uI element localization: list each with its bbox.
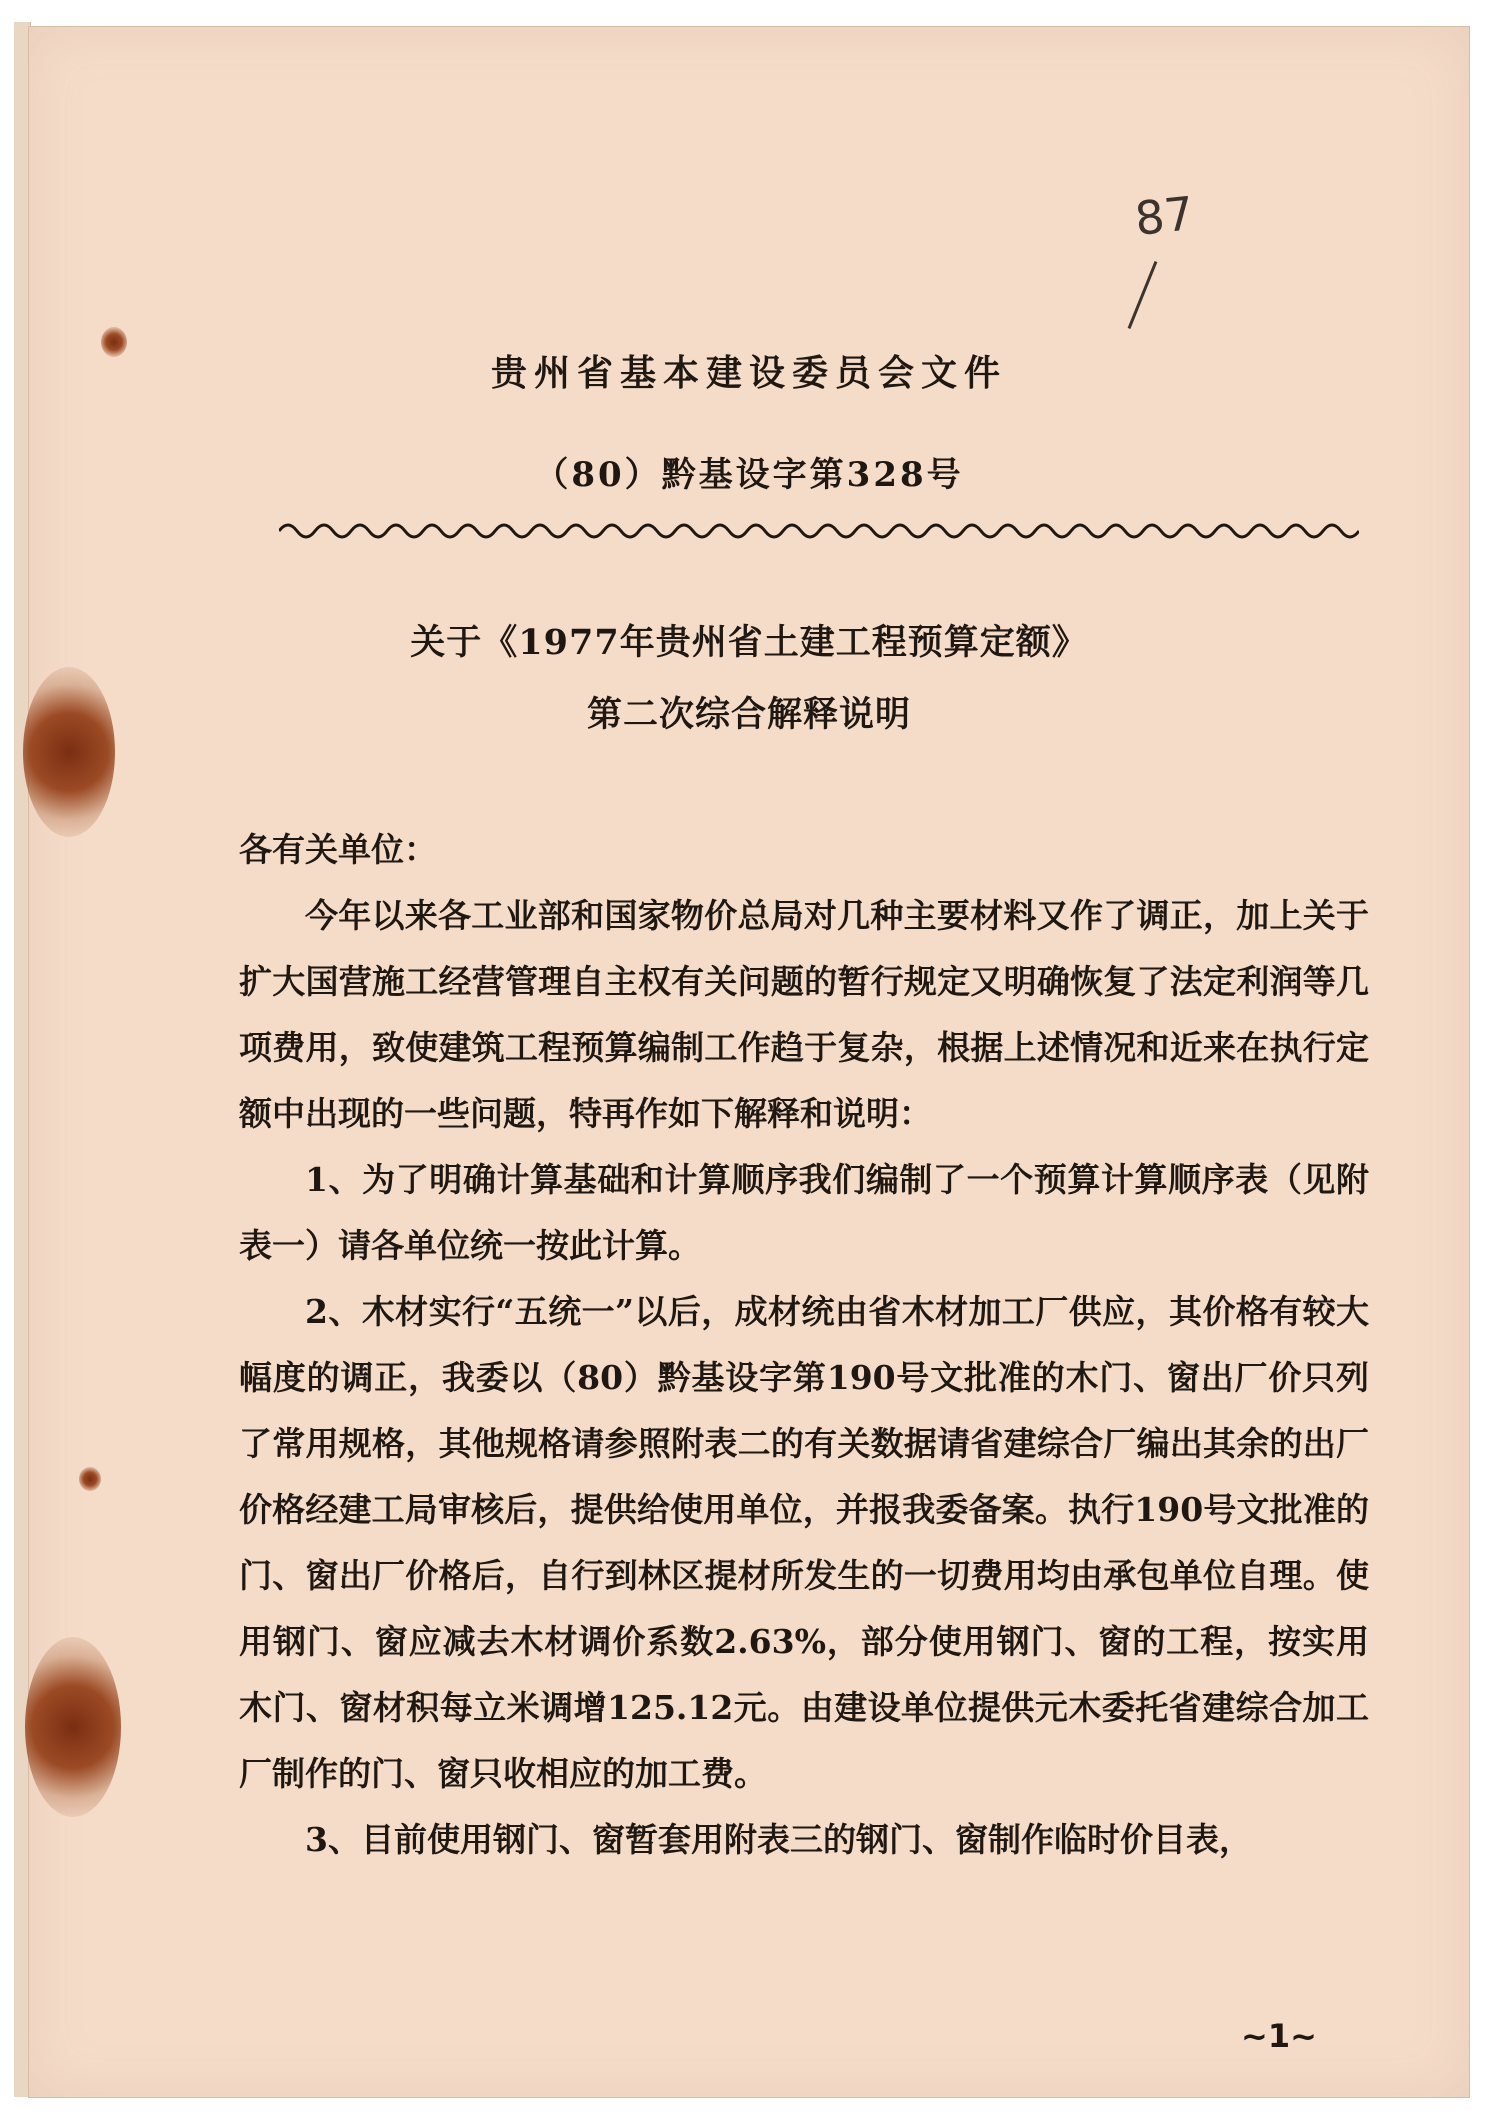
rust-stain-lower	[25, 1637, 121, 1817]
document-body	[239, 817, 1369, 1873]
item-3-paragraph: 3、目前使用钢门、窗暂套用附表三的钢门、窗制作临时价目表，	[305, 1820, 1252, 1859]
item-2-paragraph: 2、木材实行“五统一”以后，成材统由省木材加工厂供应，其价格有较大幅度的调正，我委以（80）黔基设字第190号文批准的木门、窗出厂价只列了常用规格，其他规格请参照附表二的有关数据请省建综合厂编出其余的出厂价格经建工局审核后，提供给使用单位，并报我委备案。执行190号文批准的门、窗出厂价格后，自行到林区提材所发生的一切费用均由承包单位自理。使用钢门、窗应减去木材调价系数2.63%，部分使用钢门、窗的工程，按实用木门、窗材积每立米调增125.12元。由建设单位提供元木委托省建综合加工厂制作的门、窗只收相应的加工费。	[239, 1292, 1369, 1793]
document-page	[28, 26, 1470, 2098]
rust-spot-middle	[79, 1467, 101, 1491]
wavy-divider	[279, 519, 1359, 543]
handwritten-annotation: 87	[1132, 186, 1197, 246]
intro-paragraph: 今年以来各工业部和国家物价总局对几种主要材料又作了调正，加上关于扩大国营施工经营管理自主权有关问题的暂行规定又明确恢复了法定利润等几项费用，致使建筑工程预算编制工作趋于复杂，根据上述情况和近来在执行定额中出现的一些问题，特再作如下解释和说明：	[239, 896, 1369, 1133]
handwritten-slash	[1128, 261, 1158, 329]
document-title-line1: 关于《1977年贵州省土建工程预算定额》	[410, 622, 1088, 663]
addressee: 各有关单位：	[239, 830, 437, 869]
item-1-paragraph: 1、为了明确计算基础和计算顺序我们编制了一个预算计算顺序表（见附表一）请各单位统一按此计算。	[239, 1160, 1369, 1265]
issuer-heading: 贵州省基本建设委员会文件	[490, 352, 1007, 394]
document-number: （80）黔基设字第328号	[534, 455, 964, 495]
document-title-line2: 第二次综合解释说明	[586, 694, 911, 735]
page-number: ~1~	[1241, 2017, 1317, 2055]
